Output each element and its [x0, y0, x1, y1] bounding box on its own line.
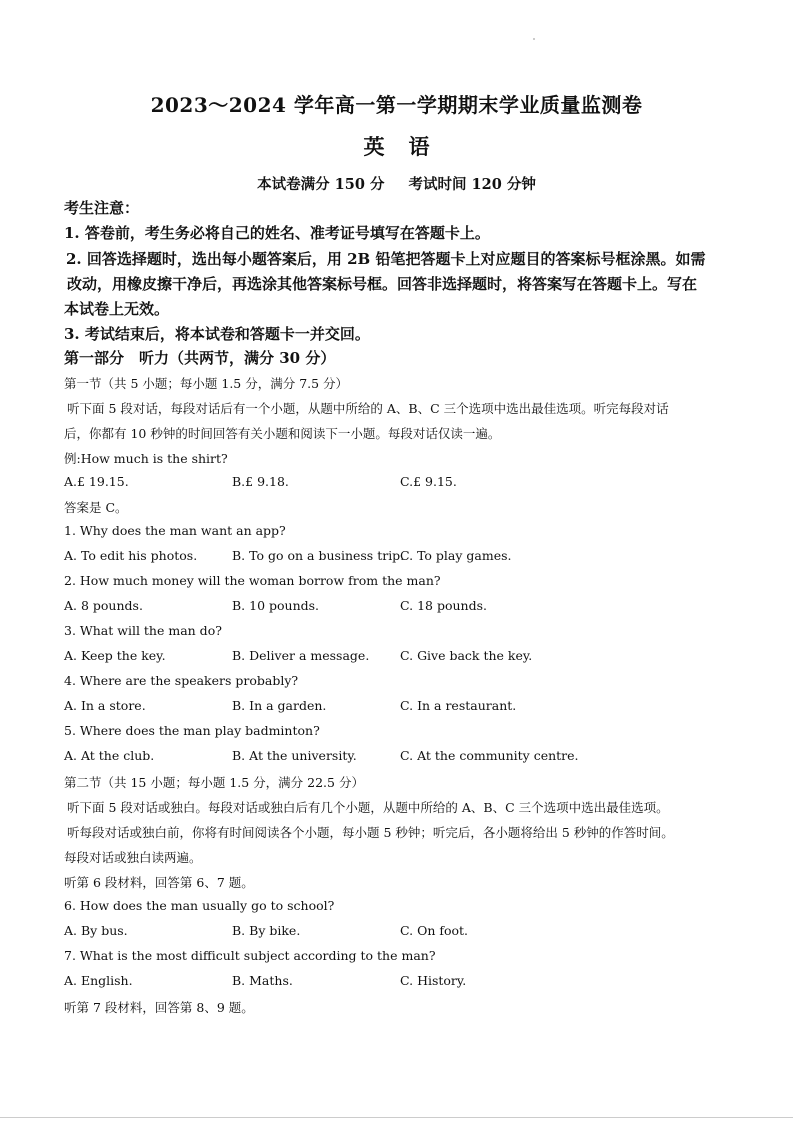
- exam-title: 2023～2024 学年高一第一学期期末学业质量监测卷: [150, 93, 643, 117]
- question-3-option-c: C. Give back the key.: [400, 648, 533, 663]
- full-score: 本试卷满分 150 分: [257, 176, 385, 193]
- section2-instruction-line-1: 听下面 5 段对话或独白。每段对话或独白后有几个小题，从题中所给的 A、B、C 三个选项中选出最佳选项。: [67, 800, 669, 815]
- exam-meta: [0, 173, 793, 194]
- question-6-option-a: A. By bus.: [64, 923, 128, 938]
- question-5-option-b: B. At the university.: [232, 748, 357, 763]
- question-2-option-b: B. 10 pounds.: [232, 598, 320, 613]
- subject-char: 语: [408, 134, 430, 159]
- page-bottom-divider: [0, 1117, 793, 1118]
- example-option-c: C.£ 9.15.: [400, 474, 457, 489]
- question-1: 1. Why does the man want an app?: [64, 523, 286, 538]
- subject-title: [0, 131, 793, 161]
- section2-instruction-line-3: 每段对话或独白读两遍。: [64, 850, 202, 865]
- section2-instruction-line-2: 听每段对话或独白前，你将有时间阅读各个小题，每小题 5 秒钟；听完后，各小题将给出 5 秒钟的作答时间。: [67, 825, 674, 840]
- notice-item-2-line-3: 本试卷上无效。: [64, 300, 170, 318]
- example-option-a: A.£ 19.15.: [64, 474, 129, 489]
- question-1-option-b: B. To go on a business trip.: [232, 548, 405, 563]
- question-3: 3. What will the man do?: [64, 623, 222, 638]
- question-3-option-b: B. Deliver a message.: [232, 648, 370, 663]
- section1-instruction-line-1: 听下面 5 段对话，每段对话后有一个小题，从题中所给的 A、B、C 三个选项中选出最佳选项。听完每段对话: [67, 401, 669, 416]
- example-answer: 答案是 C。: [64, 500, 128, 515]
- part1-heading: 第一部分 听力（共两节，满分 30 分）: [64, 349, 336, 367]
- notice-item-3: 3. 考试结束后，将本试卷和答题卡一并交回。: [64, 325, 370, 343]
- scan-speck: [533, 38, 535, 40]
- example-question: 例:How much is the shirt?: [64, 451, 228, 466]
- question-5-option-a: A. At the club.: [64, 748, 155, 763]
- group-6-instruction: 听第 6 段材料，回答第 6、7 题。: [64, 875, 254, 890]
- question-7-option-a: A. English.: [64, 973, 133, 988]
- group-7-instruction: 听第 7 段材料，回答第 8、9 题。: [64, 1000, 254, 1015]
- question-4-option-b: B. In a garden.: [232, 698, 327, 713]
- question-7: 7. What is the most difficult subject according to the man?: [64, 948, 436, 963]
- notice-item-1: 1. 答卷前，考生务必将自己的姓名、准考证号填写在答题卡上。: [64, 224, 490, 242]
- question-7-option-b: B. Maths.: [232, 973, 293, 988]
- question-5: 5. Where does the man play badminton?: [64, 723, 320, 738]
- question-4: 4. Where are the speakers probably?: [64, 673, 299, 688]
- question-4-option-c: C. In a restaurant.: [400, 698, 517, 713]
- question-3-option-a: A. Keep the key.: [64, 648, 166, 663]
- question-6-option-c: C. On foot.: [400, 923, 469, 938]
- question-1-option-a: A. To edit his photos.: [64, 548, 198, 563]
- notice-item-2-line-1: 2. 回答选择题时，选出每小题答案后，用 2B 铅笔把答题卡上对应题目的答案标号框涂黑。如需: [66, 250, 706, 268]
- question-7-option-c: C. History.: [400, 973, 467, 988]
- question-6-option-b: B. By bike.: [232, 923, 301, 938]
- question-5-option-c: C. At the community centre.: [400, 748, 579, 763]
- question-1-option-c: C. To play games.: [400, 548, 512, 563]
- exam-duration: 考试时间 120 分钟: [408, 176, 536, 193]
- question-2-option-a: A. 8 pounds.: [64, 598, 143, 613]
- question-4-option-a: A. In a store.: [64, 698, 146, 713]
- notice-heading: 考生注意：: [64, 199, 140, 217]
- section2-heading: 第二节（共 15 小题；每小题 1.5 分，满分 22.5 分）: [64, 775, 364, 790]
- subject-char: 英: [363, 134, 385, 159]
- question-2-option-c: C. 18 pounds.: [400, 598, 487, 613]
- section1-instruction-line-2: 后，你都有 10 秒钟的时间回答有关小题和阅读下一小题。每段对话仅读一遍。: [64, 426, 501, 441]
- question-2: 2. How much money will the woman borrow from the man?: [64, 573, 441, 588]
- example-option-b: B.£ 9.18.: [232, 474, 289, 489]
- notice-item-2-line-2: 改动，用橡皮擦干净后，再选涂其他答案标号框。回答非选择题时，将答案写在答题卡上。写在: [67, 275, 698, 293]
- question-6: 6. How does the man usually go to school?: [64, 898, 335, 913]
- section1-heading: 第一节（共 5 小题；每小题 1.5 分，满分 7.5 分）: [64, 376, 349, 391]
